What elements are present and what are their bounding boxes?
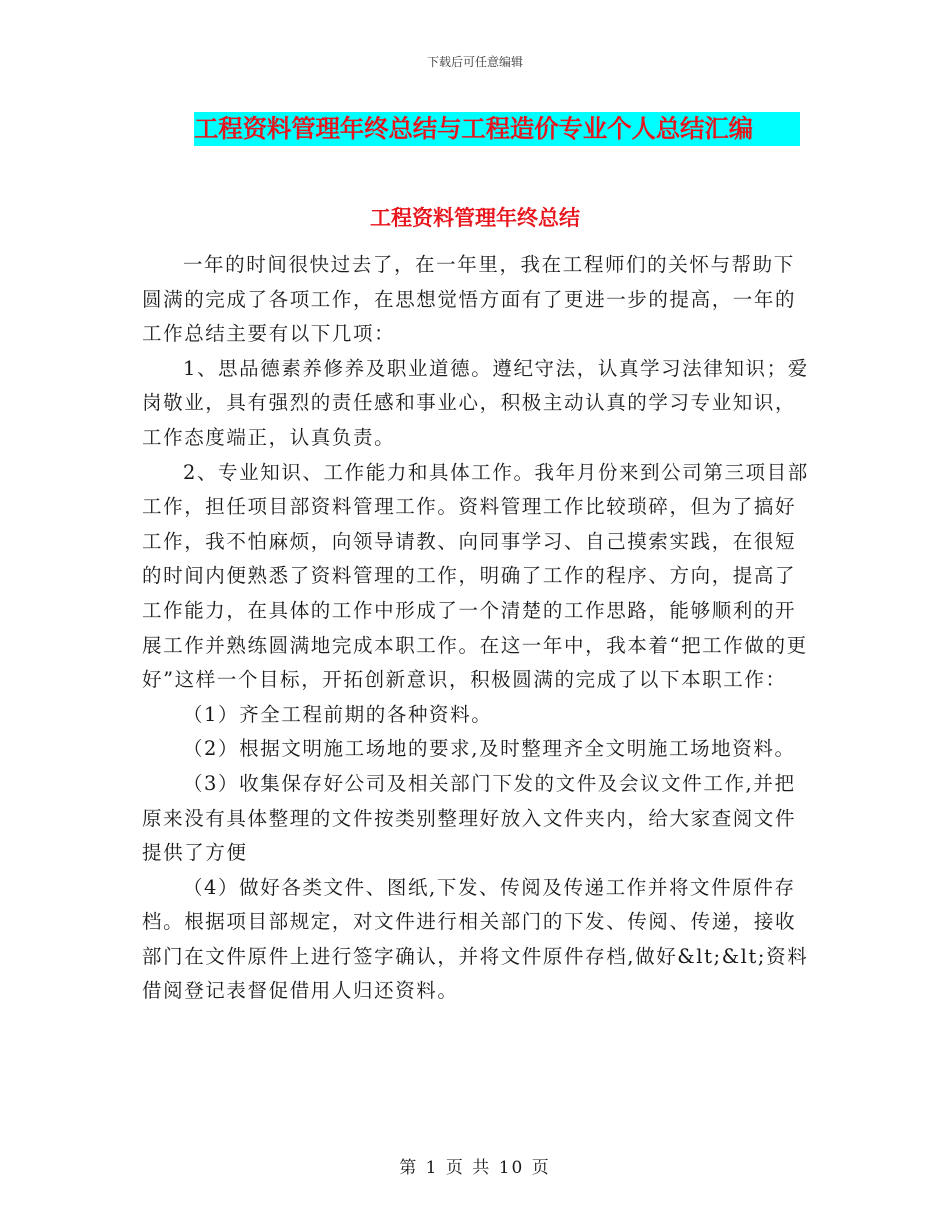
- page-header-note: 下载后可任意编辑: [426, 55, 523, 69]
- section-title: 工程资料管理年终总结: [370, 206, 580, 230]
- paragraph-intro: 一年的时间很快过去了，在一年里，我在工程师们的关怀与帮助下圆满的完成了各项工作，在思想觉悟方面有了更进一步的提高，一年的工作总结主要有以下几项：: [142, 253, 797, 346]
- document-main-title: 工程资料管理年终总结与工程造价专业个人总结汇编: [194, 112, 800, 146]
- list-item-1: （1）齐全工程前期的各种资料。: [182, 702, 493, 726]
- document-body: [142, 248, 812, 1009]
- page-footer: 第 1 页 共 10 页: [399, 1158, 551, 1178]
- list-item-3: （3）收集保存好公司及相关部门下发的文件及会议文件工作,并把原来没有具体整理的文件按类别整理好放入文件夹内，给大家查阅文件提供了方便: [142, 771, 797, 865]
- list-item-4: （4）做好各类文件、图纸,下发、传阅及传递工作并将文件原件存档。根据项目部规定，对文件进行相关部门的下发、传阅、传递，接收部门在文件原件上进行签字确认，并将文件原件存档,做好&lt;&lt;资料借阅登记表督促借用人归还资料。: [142, 875, 809, 1003]
- paragraph-work: 2、专业知识、工作能力和具体工作。我年月份来到公司第三项目部工作，担任项目部资料管理工作。资料管理工作比较琐碎，但为了搞好工作，我不怕麻烦，向领导请教、向同事学习、自己摸索实践，在很短的时间内便熟悉了资料管理的工作，明确了工作的程序、方向，提高了工作能力，在具体的工作中形成了一个清楚的工作思路，能够顺利的开展工作并熟练圆满地完成本职工作。在这一年中，我本着“把工作做的更好”这样一个目标，开拓创新意识，积极圆满的完成了以下本职工作：: [142, 460, 809, 692]
- paragraph-ethics: 1、思品德素养修养及职业道德。遵纪守法，认真学习法律知识；爱岗敬业，具有强烈的责任感和事业心，积极主动认真的学习专业知识，工作态度端正，认真负责。: [142, 356, 809, 449]
- list-item-2: （2）根据文明施工场地的要求,及时整理齐全文明施工场地资料。: [182, 737, 796, 761]
